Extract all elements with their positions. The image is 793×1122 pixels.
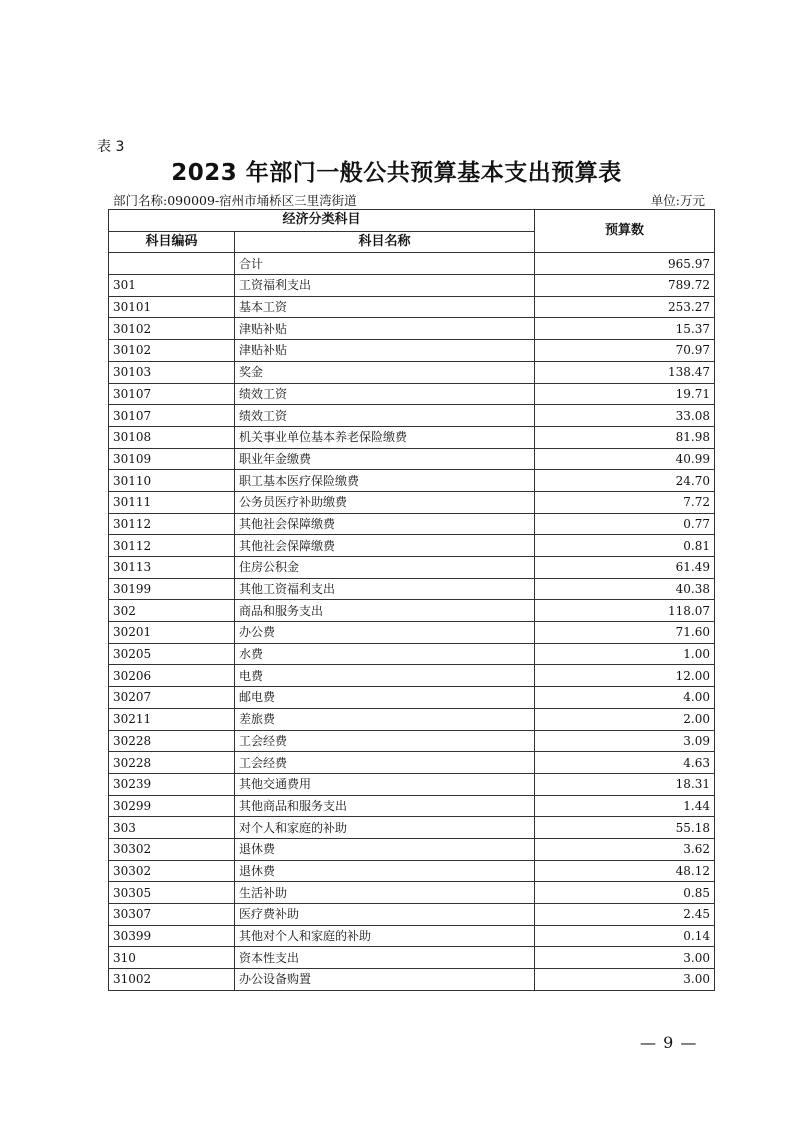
table-row xyxy=(109,752,715,774)
table-row xyxy=(109,904,715,926)
item-code-cell: 30102 xyxy=(109,318,235,340)
item-code-cell: 30205 xyxy=(109,643,235,665)
item-name-cell: 工资福利支出 xyxy=(235,275,535,297)
item-code-cell: 30228 xyxy=(109,752,235,774)
item-name-cell: 工会经费 xyxy=(235,730,535,752)
page-number: — 9 — xyxy=(640,1033,698,1052)
item-code-cell: 31002 xyxy=(109,969,235,991)
item-name-cell: 退休费 xyxy=(235,860,535,882)
item-name-cell: 基本工资 xyxy=(235,296,535,318)
budget-amount-cell: 1.00 xyxy=(535,643,715,665)
budget-amount-cell: 965.97 xyxy=(535,253,715,275)
budget-amount-cell: 33.08 xyxy=(535,405,715,427)
budget-amount-cell: 40.38 xyxy=(535,578,715,600)
item-name-cell: 津贴补贴 xyxy=(235,318,535,340)
table-row xyxy=(109,470,715,492)
item-code-cell: 30239 xyxy=(109,773,235,795)
table-row xyxy=(109,665,715,687)
table-row xyxy=(109,947,715,969)
item-code-cell xyxy=(109,253,235,275)
item-name-cell: 办公费 xyxy=(235,622,535,644)
budget-amount-cell: 0.81 xyxy=(535,535,715,557)
item-name-cell: 办公设备购置 xyxy=(235,969,535,991)
table-row xyxy=(109,318,715,340)
item-name-cell: 工会经费 xyxy=(235,752,535,774)
table-row xyxy=(109,253,715,275)
table-row xyxy=(109,491,715,513)
table-row xyxy=(109,557,715,579)
budget-amount-cell: 1.44 xyxy=(535,795,715,817)
item-code-cell: 30199 xyxy=(109,578,235,600)
budget-amount-cell: 12.00 xyxy=(535,665,715,687)
item-code-cell: 30228 xyxy=(109,730,235,752)
economic-category-header: 经济分类科目 xyxy=(109,210,535,232)
item-code-cell: 30305 xyxy=(109,882,235,904)
item-code-cell: 30206 xyxy=(109,665,235,687)
table-body xyxy=(109,253,715,990)
unit-label: 单位:万元 xyxy=(650,193,705,208)
item-code-cell: 30107 xyxy=(109,405,235,427)
table-row xyxy=(109,296,715,318)
item-code-cell: 30307 xyxy=(109,904,235,926)
table-row xyxy=(109,622,715,644)
budget-amount-cell: 138.47 xyxy=(535,361,715,383)
table-row xyxy=(109,426,715,448)
budget-amount-cell: 81.98 xyxy=(535,426,715,448)
item-code-cell: 30110 xyxy=(109,470,235,492)
item-name-cell: 职业年金缴费 xyxy=(235,448,535,470)
budget-amount-cell: 15.37 xyxy=(535,318,715,340)
item-name-cell: 公务员医疗补助缴费 xyxy=(235,491,535,513)
item-name-cell: 退休费 xyxy=(235,838,535,860)
budget-amount-cell: 118.07 xyxy=(535,600,715,622)
table-row xyxy=(109,687,715,709)
item-code-cell: 30107 xyxy=(109,383,235,405)
table-label: 表 3 xyxy=(97,139,125,155)
item-name-cell: 其他工资福利支出 xyxy=(235,578,535,600)
budget-table xyxy=(108,209,715,991)
table-row xyxy=(109,708,715,730)
budget-amount-cell: 40.99 xyxy=(535,448,715,470)
item-name-cell: 对个人和家庭的补助 xyxy=(235,817,535,839)
item-code-cell: 30112 xyxy=(109,513,235,535)
item-name-cell: 其他交通费用 xyxy=(235,773,535,795)
item-name-cell: 商品和服务支出 xyxy=(235,600,535,622)
budget-amount-cell: 55.18 xyxy=(535,817,715,839)
budget-amount-cell: 18.31 xyxy=(535,773,715,795)
document-title: 2023 年部门一般公共预算基本支出预算表 xyxy=(171,160,622,186)
item-name-cell: 邮电费 xyxy=(235,687,535,709)
item-code-cell: 302 xyxy=(109,600,235,622)
item-name-cell: 生活补助 xyxy=(235,882,535,904)
budget-amount-cell: 24.70 xyxy=(535,470,715,492)
item-name-cell: 其他社会保障缴费 xyxy=(235,513,535,535)
department-name: 部门名称:090009-宿州市埇桥区三里湾街道 xyxy=(113,193,357,208)
table-row xyxy=(109,448,715,470)
item-name-cell: 资本性支出 xyxy=(235,947,535,969)
table-row xyxy=(109,838,715,860)
budget-amount-cell: 71.60 xyxy=(535,622,715,644)
table-row xyxy=(109,535,715,557)
item-code-cell: 30399 xyxy=(109,925,235,947)
budget-amount-cell: 789.72 xyxy=(535,275,715,297)
table-row xyxy=(109,882,715,904)
item-name-cell: 差旅费 xyxy=(235,708,535,730)
table-row xyxy=(109,275,715,297)
table-row xyxy=(109,513,715,535)
item-code-cell: 301 xyxy=(109,275,235,297)
item-code-cell: 30207 xyxy=(109,687,235,709)
table-row xyxy=(109,817,715,839)
table-row xyxy=(109,969,715,991)
item-code-cell: 310 xyxy=(109,947,235,969)
table-row xyxy=(109,383,715,405)
budget-amount-cell: 0.14 xyxy=(535,925,715,947)
budget-amount-cell: 7.72 xyxy=(535,491,715,513)
item-name-cell: 绩效工资 xyxy=(235,383,535,405)
item-code-cell: 30102 xyxy=(109,340,235,362)
table-row xyxy=(109,860,715,882)
item-name-cell: 医疗费补助 xyxy=(235,904,535,926)
item-name-cell: 绩效工资 xyxy=(235,405,535,427)
budget-amount-cell: 4.00 xyxy=(535,687,715,709)
budget-amount-cell: 0.85 xyxy=(535,882,715,904)
table-row xyxy=(109,340,715,362)
item-code-cell: 30112 xyxy=(109,535,235,557)
table-row xyxy=(109,773,715,795)
item-name-cell: 奖金 xyxy=(235,361,535,383)
item-code-cell: 30103 xyxy=(109,361,235,383)
table-row xyxy=(109,361,715,383)
item-name-cell: 水费 xyxy=(235,643,535,665)
table-row xyxy=(109,578,715,600)
item-name-cell: 机关事业单位基本养老保险缴费 xyxy=(235,426,535,448)
budget-amount-cell: 4.63 xyxy=(535,752,715,774)
item-code-cell: 30109 xyxy=(109,448,235,470)
item-code-cell: 30302 xyxy=(109,860,235,882)
item-code-cell: 30113 xyxy=(109,557,235,579)
item-name-header: 科目名称 xyxy=(235,231,535,253)
item-code-cell: 30299 xyxy=(109,795,235,817)
budget-amount-cell: 0.77 xyxy=(535,513,715,535)
table-row xyxy=(109,600,715,622)
table-row xyxy=(109,795,715,817)
item-name-cell: 其他商品和服务支出 xyxy=(235,795,535,817)
budget-amount-cell: 2.00 xyxy=(535,708,715,730)
table-row xyxy=(109,925,715,947)
item-name-cell: 电费 xyxy=(235,665,535,687)
table-row xyxy=(109,730,715,752)
budget-amount-cell: 253.27 xyxy=(535,296,715,318)
table-header-row-1 xyxy=(109,210,715,232)
budget-amount-cell: 48.12 xyxy=(535,860,715,882)
table-row xyxy=(109,643,715,665)
item-code-cell: 30302 xyxy=(109,838,235,860)
table-row xyxy=(109,405,715,427)
item-code-cell: 303 xyxy=(109,817,235,839)
item-name-cell: 职工基本医疗保险缴费 xyxy=(235,470,535,492)
item-name-cell: 其他社会保障缴费 xyxy=(235,535,535,557)
item-name-cell: 津贴补贴 xyxy=(235,340,535,362)
budget-amount-cell: 3.00 xyxy=(535,969,715,991)
item-name-cell: 其他对个人和家庭的补助 xyxy=(235,925,535,947)
budget-amount-header: 预算数 xyxy=(535,210,715,253)
item-code-cell: 30101 xyxy=(109,296,235,318)
budget-amount-cell: 19.71 xyxy=(535,383,715,405)
item-code-cell: 30201 xyxy=(109,622,235,644)
item-code-cell: 30211 xyxy=(109,708,235,730)
budget-amount-cell: 3.00 xyxy=(535,947,715,969)
budget-amount-cell: 61.49 xyxy=(535,557,715,579)
budget-amount-cell: 3.62 xyxy=(535,838,715,860)
item-code-cell: 30108 xyxy=(109,426,235,448)
item-name-cell: 住房公积金 xyxy=(235,557,535,579)
item-name-cell: 合计 xyxy=(235,253,535,275)
item-code-cell: 30111 xyxy=(109,491,235,513)
budget-amount-cell: 3.09 xyxy=(535,730,715,752)
budget-amount-cell: 70.97 xyxy=(535,340,715,362)
budget-amount-cell: 2.45 xyxy=(535,904,715,926)
item-code-header: 科目编码 xyxy=(109,231,235,253)
